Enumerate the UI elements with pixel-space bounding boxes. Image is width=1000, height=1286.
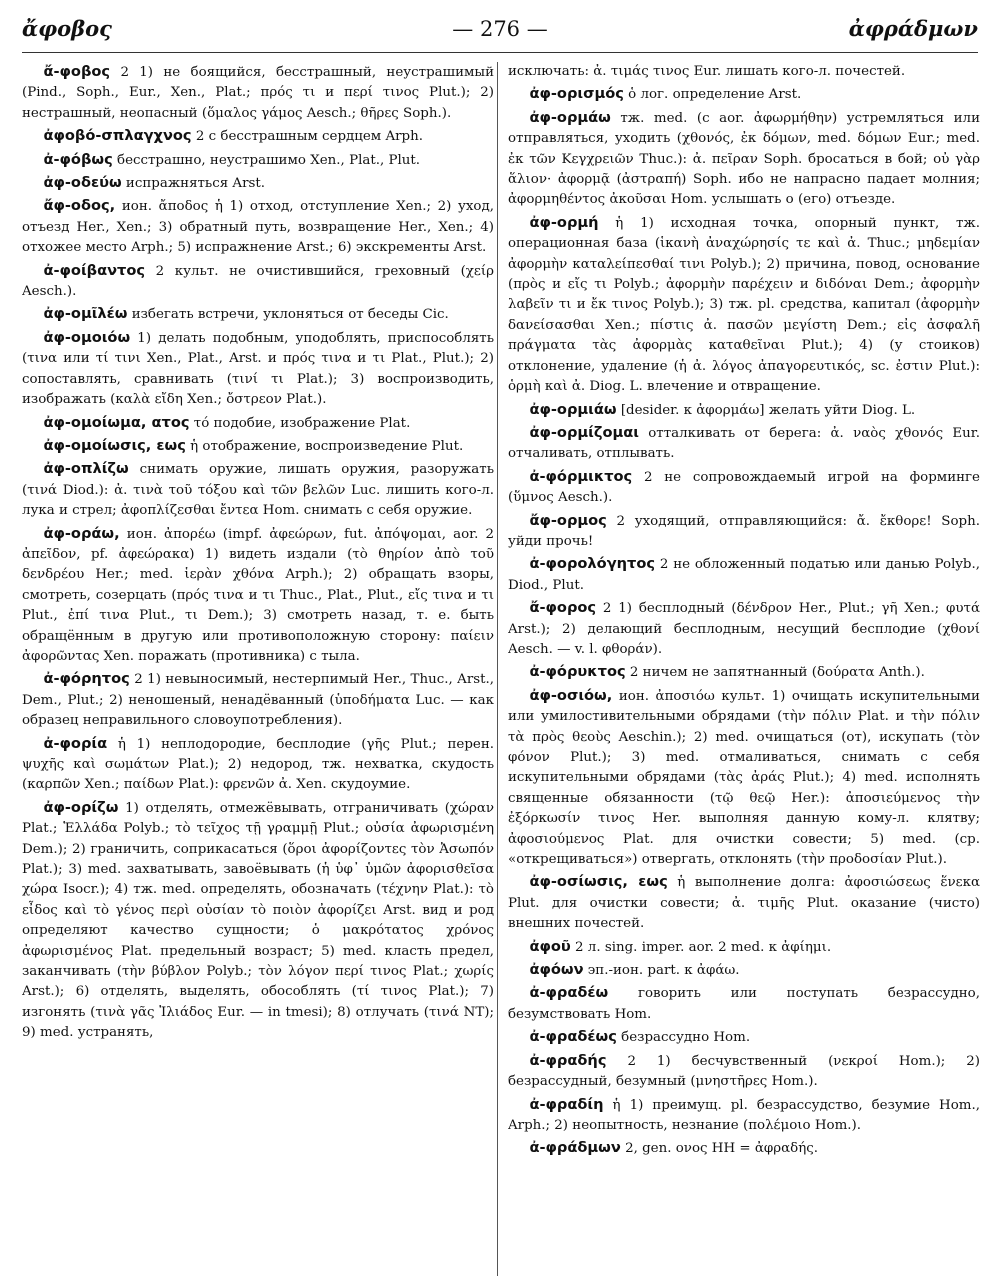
entry-headword: ἀφ-οπλίζω [43, 460, 129, 478]
entry-definition: ион. ἀποσιόω культ. 1) очищать искупительными или умилостивительными обрядами (τὴν πόλιν Plat. и τὴν πόλιν τὰ πρὸς θεοὺς Aeschin.); 2) med. очищаться (от), искупать (τὸν φόνον Plut.); 3) med. отмаливаться, снимать с себя искупительными обрядами (τὰς ἀράς Plut.); 4) med. исполнять священные обязанности (τῷ θεῷ Her.): ἀποσιεύμενος τὴν ἐξόρκωσίν τινος Her. выполняя данную кому-л. клятву; ἀφοσιούμενος Plat. для очистки совести; 5) med. (ср. «открещиваться») отвергать, отклонять (τὴν προδοσίαν Plut.). [508, 688, 980, 868]
dictionary-entry [508, 662, 980, 683]
header-rule [22, 52, 978, 53]
dictionary-entry [508, 467, 980, 509]
entry-definition: ὁ лог. определение Arst. [628, 87, 802, 103]
entry-definition: ἡ отображение, воспроизведение Plut. [190, 438, 464, 454]
dictionary-entry [508, 598, 980, 660]
entry-definition: 2 л. sing. imper. aor. 2 med. к ἀφίημι. [575, 939, 832, 955]
entry-definition: отталкивать от берега: ἀ. ναὸς χθονός Eur. отчаливать, отплывать. [508, 425, 980, 462]
entry-definition: 2 ничем не запятнанный (δούρατα Anth.). [629, 665, 925, 681]
entry-headword: ἀφ-ορίζω [43, 798, 119, 816]
dictionary-entry [508, 1138, 980, 1159]
entry-headword: ἀφ-ορμίζομαι [529, 423, 639, 441]
entry-definition: 1) делать подобным, уподоблять, приспособлять (τινα или τί τινι Xen., Plat., Arst. и πρός τινα и τι Plat., Plut.); 2) сопоставлять, сравнивать (τινί τι Plat.); 3) воспроизводить, изображать (καλὰ εἴδη Xen.; ὄστρεον Plat.). [22, 330, 494, 408]
column-separator [497, 62, 498, 1276]
entry-headword: ἄφ-οδος, [43, 197, 116, 215]
entry-definition: [desider. к ἀφορμάω] желать уйти Diog. L. [620, 402, 916, 418]
entry-headword: ἀ-φραδέως [529, 1028, 617, 1046]
entry-headword: ἀ-φόρμικτος [529, 467, 633, 485]
entry-definition: 2 1) бесчувственный (νεκροί Hom.); 2) безрассудный, безумный (μνηστῆρες Hom.). [508, 1053, 980, 1090]
entry-headword: ἀ-φόρητος [43, 670, 130, 688]
entry-headword: ἄ-φοβος [43, 63, 111, 80]
entry-definition: бесстрашно, неустрашимо Xen., Plat., Plut. [117, 152, 421, 168]
right-column [508, 62, 980, 1277]
entry-definition: 2 уходящий, отправляющийся: ἄ. ἔκθορε! Soph. уйди прочь! [508, 513, 980, 549]
entry-headword: ἀφ-ορισμός [529, 85, 624, 103]
entry-headword: ἀ-φραδής [529, 1051, 607, 1069]
dictionary-entry [508, 872, 980, 934]
page-header [22, 14, 978, 44]
entry-headword: ἀ-φόβως [43, 150, 113, 168]
dictionary-entry [508, 983, 980, 1025]
entry-headword: ἀφ-ομοιόω [43, 328, 131, 346]
entry-headword: ἀφ-ορμιάω [529, 400, 617, 418]
entry-headword: ἀ-φραδέω [529, 984, 609, 1002]
entry-definition: 2 культ. не очистившийся, греховный (χείρ Aesch.). [22, 263, 494, 300]
entry-headword: ἄφ-ορμος [529, 511, 607, 529]
dictionary-entry [508, 400, 980, 421]
entry-definition: ион. ἀπορέω (impf. ἀφεώρων, fut. ἀπόψομαι, aor. 2 ἀπεῖδον, pf. ἀφεώρακα) 1) видеть издали (τὸ θηρίον ἀπὸ τοῦ δενδρέου Her.; med. ἱερὰν χθόνα Arph.); 2) обращать взоры, смотреть, созерцать (πρός τινα и τι Thuc., Plat., Plut., εἴς τινα и τι Plut., ἐπί τινα Plut., τι Dem.); 3) смотреть назад, т. е. быть обращённым в другую или противоположную сторону: παίειν ἀφορῶντας Xen. поражать (противника) с тыла. [22, 526, 494, 664]
entry-definition: тж. med. (с aor. ἀφωρμήθην) устремляться или отправляться, уходить (χθονός, ἐκ δόμων, med. δόμων Eur.; med. ἐκ τῶν Κεγχρειῶν Thuc.): ἀ. πεῖραν Soph. бросаться в бой; οὐ γὰρ ἅλιον· ἀφορμᾷ (ἀστραπή) Soph. ибо не напрасно падает молния; ἀφορμηθέντος ἀκοῦσαι Hom. услышать о (его) отъезде. [508, 110, 980, 208]
dictionary-entry [508, 554, 980, 596]
dictionary-entry [22, 413, 494, 434]
dictionary-entry [508, 1051, 980, 1093]
entry-headword: ἀφ-ομῖλέω [43, 305, 128, 323]
entry-headword: ἀφ-οράω, [43, 524, 120, 542]
entry-headword: ἀ-φόρυκτος [529, 663, 626, 681]
entry-definition: 2 1) не боящийся, бесстрашный, неустрашимый (Pind., Soph., Eur., Xen., Plat.; πρός τι и περί τινος Plut.); 2) нестрашный, неопасный (ὅμαλος γάμος Aesch.; θῆρες Soph.). [22, 65, 494, 121]
entry-definition: ἡ 1) преимущ. pl. безрассудство, безумие Hom., Arph.; 2) неопытность, незнание (πολέμοιο Hom.). [508, 1097, 980, 1133]
entry-definition: τό подобие, изображение Plat. [193, 415, 411, 431]
dictionary-entry [22, 261, 494, 303]
entry-definition: испражняться Arst. [125, 176, 266, 192]
entry-headword: ἀφ-οσιόω, [529, 686, 613, 704]
entry-headword: ἄ-φορος [529, 599, 597, 617]
entry-definition: исключать: ἀ. τιμάς τινος Eur. лишать кого-л. почестей. [508, 64, 906, 79]
dictionary-entry [22, 304, 494, 325]
entry-definition: 1) отделять, отмежёвывать, отграничивать (χώραν Plat.; Ἑλλάδα Polyb.; τὸ τεῖχος τῇ γραμμῇ Plut.; οὐσία ἀφωρισμένη Dem.); 2) граничить, соприкасаться (ὅροι ἀφορίζοντες τὸν Ἀσωπόν Plat.); 3) med. захватывать, завоёвывать (ἡ ὑφ᾽ ὑμῶν ἀφορισθεῖσα χώρα Isocr.); 4) тж. med. определять, обозначать (τέχνην Plat.): τὸ εἶδος καὶ τὸ γένος περὶ οὐσίαν τὸ ποιὸν ἀφορίζει Arst. вид и род определяют качество сущности; ὁ μακρότατος χρόνος ἀφωρισμένος Plat. предельный возраст; 5) med. класть предел, заканчивать (τὴν βύβλον Polyb.; τὸν λόγον περί τινος Plat.; χωρίς Arst.); 6) отделять, выделять, обособлять (τί τινος Plat.); 7) изгонять (τινὰ γᾶς Ἰλιάδος Eur. — in tmesi); 8) отлучать (τινά NT); 9) med. устранять, [22, 800, 494, 1041]
entry-headword: ἀφ-ομοίωμα, ατος [43, 413, 190, 431]
dictionary-entry [22, 524, 494, 668]
entry-headword: ἀφ-οσίωσις, εως [529, 873, 668, 891]
left-column [22, 62, 494, 1277]
dictionary-entry [508, 1027, 980, 1048]
dictionary-entry [22, 126, 494, 147]
dictionary-entry [22, 734, 494, 796]
entry-headword: ἀφ-ομοίωσις, εως [43, 436, 186, 454]
dictionary-entry [22, 436, 494, 457]
dictionary-entry [22, 669, 494, 731]
entry-definition: 2 не сопровождаемый игрой на форминге (ὕμνος Aesch.). [508, 469, 980, 506]
entry-definition: избегать встречи, уклоняться от беседы Cic. [131, 307, 449, 323]
page-number: — 276 — [452, 17, 548, 41]
dictionary-entry [22, 459, 494, 521]
entry-headword: ἀφ-οδεύω [43, 174, 122, 192]
entry-definition: 2, gen. ονος HH = ἀφραδής. [625, 1141, 819, 1157]
running-head-right: ἀφράδμων [848, 16, 978, 41]
entry-definition: ἡ выполнение долга: ἀφοσιώσεως ἕνεκα Plut. для очистки совести; ἀ. τιμῆς Plut. оказание (чисто) внешних почестей. [508, 875, 980, 932]
entry-definition: 2 1) бесплодный (δένδρον Her., Plut.; γῆ Xen.; φυτά Arst.); 2) делающий бесплодным, несущий бесплодие (χθονί Aesch. — v. l. φθοράν). [508, 601, 980, 657]
entry-headword: ἀ-φορία [43, 734, 108, 752]
entry-definition: эп.-ион. part. к ἀφάω. [587, 963, 740, 979]
entry-headword: ἀ-φράδμων [529, 1139, 621, 1157]
entry-headword: ἀφόων [529, 961, 584, 979]
dictionary-entry [508, 62, 980, 82]
entry-headword: ἀφοῦ [529, 937, 571, 955]
dictionary-entry [508, 937, 980, 958]
dictionary-entry [22, 798, 494, 1044]
dictionary-entry [508, 423, 980, 465]
entry-definition: говорить или поступать безрассудно, безумствовать Hom. [508, 986, 980, 1022]
dictionary-entry [22, 328, 494, 411]
dictionary-entry [508, 960, 980, 981]
dictionary-entry [508, 108, 980, 211]
dictionary-entry [508, 84, 980, 105]
entry-definition: 2 1) невыносимый, нестерпимый Her., Thuc., Arst., Dem., Plut.; 2) неношеный, ненадёванный (ὑποδήματα Luc. — как образец неправильного словоупотребления). [22, 672, 494, 729]
dictionary-entry [22, 62, 494, 124]
entry-definition: ион. ἄποδος ἡ 1) отход, отступление Xen.; 2) уход, отъезд Her., Xen.; 3) обратный путь, возвращение Her., Xen.; 4) отхожее место Arph.; 5) испражнение Arst.; 6) экскременты Arst. [22, 199, 494, 256]
dictionary-entry [508, 213, 980, 398]
entry-headword: ἀ-φραδίη [529, 1095, 604, 1113]
dictionary-entry [508, 686, 980, 871]
dictionary-entry [22, 173, 494, 194]
entry-definition: 2 с бесстрашным сердцем Arph. [195, 129, 424, 145]
entry-headword: ἀ-φορολόγητος [529, 555, 656, 573]
dictionary-entry [22, 196, 494, 258]
dictionary-entry [508, 511, 980, 553]
running-head-left: ἄφοβος [22, 16, 112, 41]
entry-definition: ἡ 1) неплодородие, бесплодие (γῆς Plut.; перен. ψυχῆς καὶ σωμάτων Plat.); 2) недород, тж. нехватка, скудость (καρπῶν Xen.; παίδων Plat.): φρενῶν ἀ. Xen. скудоумие. [22, 736, 494, 793]
entry-definition: безрассудно Hom. [621, 1030, 751, 1046]
dictionary-entry [508, 1095, 980, 1137]
dictionary-entry [22, 150, 494, 171]
entry-definition: 2 не обложенный податью или данью Polyb., Diod., Plut. [508, 557, 980, 593]
entry-headword: ἀφ-ορμή [529, 213, 599, 231]
entry-headword: ἀφ-ορμάω [529, 108, 611, 126]
entry-headword: ἀ-φοίβαντος [43, 261, 146, 279]
entry-headword: ἀφοβό-σπλαγχνος [43, 127, 192, 145]
entry-definition: ἡ 1) исходная точка, опорный пункт, тж. операционная база (ἱκανὴ ἀναχώρησίς τε καὶ ἀ. Thuc.; μηδεμίαν ἀφορμὴν καταλείπεσθαί τινι Polyb.); 2) причина, повод, основание (πρὸς и εἴς τι Polyb.; ἀφορμὴν παρέχειν и διδόναι Dem.; ἀφορμὴν λαβεῖν τι и ἔκ τινος Polyb.); 3) тж. pl. средства, капитал (ἀφορμὴν δανείσασθαι Xen.; πίστις ἀ. πασῶν μεγίστη Dem.; εἰς ἀσφαλῆ πράγματα τὰς ἀφορμὰς καταθεῖναι Plut.); 4) (у стоиков) отклонение, удаление (ἡ ἀ. λόγος ἀπαγορευτικός, sc. ἐστιν Plut.): ὁρμὴ καὶ ἀ. Diog. L. влечение и отвращение. [508, 215, 980, 395]
entry-definition: снимать оружие, лишать оружия, разоружать (τινά Diod.): ἀ. τινὰ τοῦ τόξου καὶ τῶν βελῶν Luc. лишить кого-л. лука и стрел; ἀφοπλίζεσθαι ἔντεα Hom. снимать с себя оружие. [22, 462, 494, 519]
